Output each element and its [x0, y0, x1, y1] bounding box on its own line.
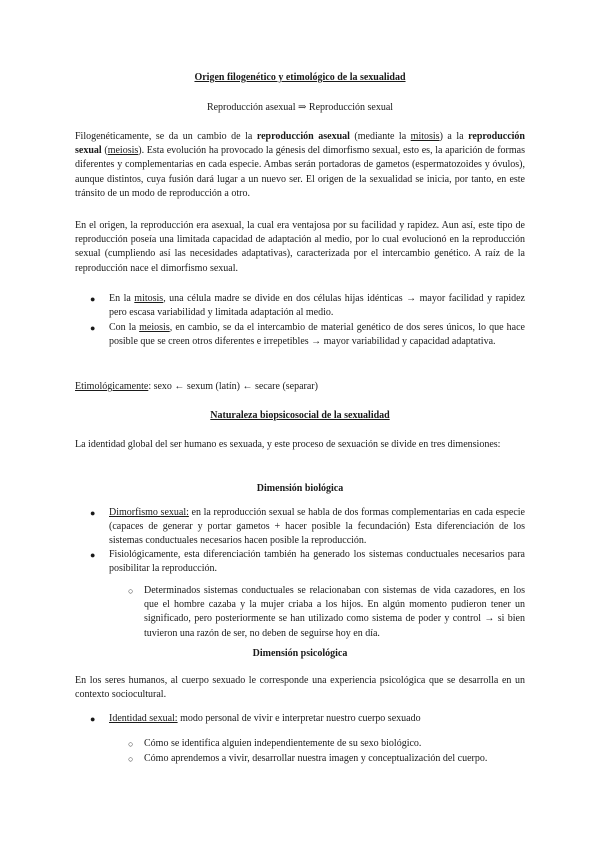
list-item-mitosis: En la mitosis, una célula madre se divide en dos células hijas idénticas → mayor facilidad y rapidez pero escasa variabilidad y limitada adaptación al medio. — [109, 293, 525, 319]
paragraph-identity: La identidad global del ser humano es sexuada, y este proceso de sexuación se divide en tres dimensiones: — [75, 439, 501, 450]
page-title: Origen filogenético y etimológico de la sexualidad — [194, 72, 406, 83]
paragraph-psychological: En los seres humanos, al cuerpo sexuado le corresponde una experiencia psicológica que se desarrolla en un contexto sociocultural. — [75, 675, 525, 701]
etymology-label: Etimológicamente — [75, 381, 149, 392]
list-item-sexual-identity: Identidad sexual: modo personal de vivir e interpretar nuestro cuerpo sexuado — [109, 713, 421, 724]
bullet-icon: ● — [90, 508, 96, 518]
bullet-icon: ● — [90, 714, 96, 724]
bullet-icon: ● — [90, 323, 96, 333]
sub-list-item-behavioral-systems: Determinados sistemas conductuales se relacionaban con sistemas de vida cazadores, en los que el hombre cazaba y la mujer criaba a los hijos. En algún momento pudieron tener un significado, pero posteriormente se han utilizado como sistema de poder y control → si bien tuvieron una razón de ser, no deben de seguirse hoy en día. — [144, 585, 525, 639]
sub-bullet-icon: ○ — [128, 586, 134, 596]
subtitle-right: Reproducción sexual — [308, 102, 394, 113]
term-asexual: reproducción asexual — [256, 131, 350, 142]
sub-bullet-icon: ○ — [128, 739, 134, 749]
sub-list-item-body-image: Cómo aprendemos a vivir, desarrollar nuestra imagen y conceptualización del cuerpo. — [144, 753, 488, 764]
list-item-physiological: Fisiológicamente, esta diferenciación también ha generado los sistemas conductuales necesarios para posibilitar la reproducción. — [109, 549, 525, 575]
subtitle-left: Reproducción asexual — [206, 102, 296, 113]
list-item-dimorphism: Dimorfismo sexual: en la reproducción sexual se habla de dos formas complementarias en cada especie (capaces de generar y portar gametos + hacer posible la fecundación) Esta diferenciación de los sistemas conductuales necesarios hacen posible la reproducción. — [109, 507, 525, 547]
term-meiosis: meiosis — [107, 145, 139, 157]
subtitle — [75, 101, 525, 115]
heading-psychological-dimension: Dimensión psicológica — [252, 648, 348, 659]
list-item-meiosis: Con la meiosis, en cambio, se da el intercambio de material genético de dos seres únicos, lo que hace posible que se creen otros diferentes e irrepetibles → mayor variabilidad y capacidad adaptativa. — [109, 322, 525, 348]
paragraph-phylogenetic: Filogenéticamente, se da un cambio de la reproducción asexual (mediante la mitosis) a la reproducción sexual (meiosis). Esta evolución ha provocado la génesis del dimorfismo sexual, esto es, la aparición de formas diferentes y complementarias en cada especie. Ambas serán portadoras de gametos (espermatozoides y óvulos), aunque distintos, cuya fusión dará lugar a un nuevo ser. El origen de la sexualidad se inicia, por tanto, en este tránsito de un modo de reproducción a otro. — [75, 131, 525, 199]
bullet-icon: ● — [90, 294, 96, 304]
bullet-icon: ● — [90, 550, 96, 560]
arrow-icon: ⇒ — [298, 102, 307, 113]
sub-list-item-identification: Cómo se identifica alguien independientemente de su sexo biológico. — [144, 738, 422, 749]
heading-biological-dimension: Dimensión biológica — [256, 483, 344, 494]
paragraph-origin: En el origen, la reproducción era asexual, la cual era ventajosa por su facilidad y rapidez. Aun así, este tipo de reproducción poseía una limitada capacidad de adaptación al medio, por lo cual evolucionó en la reproducción sexual (cumpliendo así las necesidades adaptativas), caracterizada por el intercambio genético. A raíz de la reproducción nace el dimorfismo sexual. — [75, 220, 525, 274]
term-sexual: reproducción sexual — [75, 131, 525, 157]
sub-bullet-icon: ○ — [128, 754, 134, 764]
etymology-line: Etimológicamente: sexo ← sexum (latín) ← secare (separar) — [75, 381, 318, 392]
section-title-biopsychosocial: Naturaleza biopsicosocial de la sexualidad — [210, 410, 390, 421]
term-mitosis: mitosis — [410, 131, 440, 142]
